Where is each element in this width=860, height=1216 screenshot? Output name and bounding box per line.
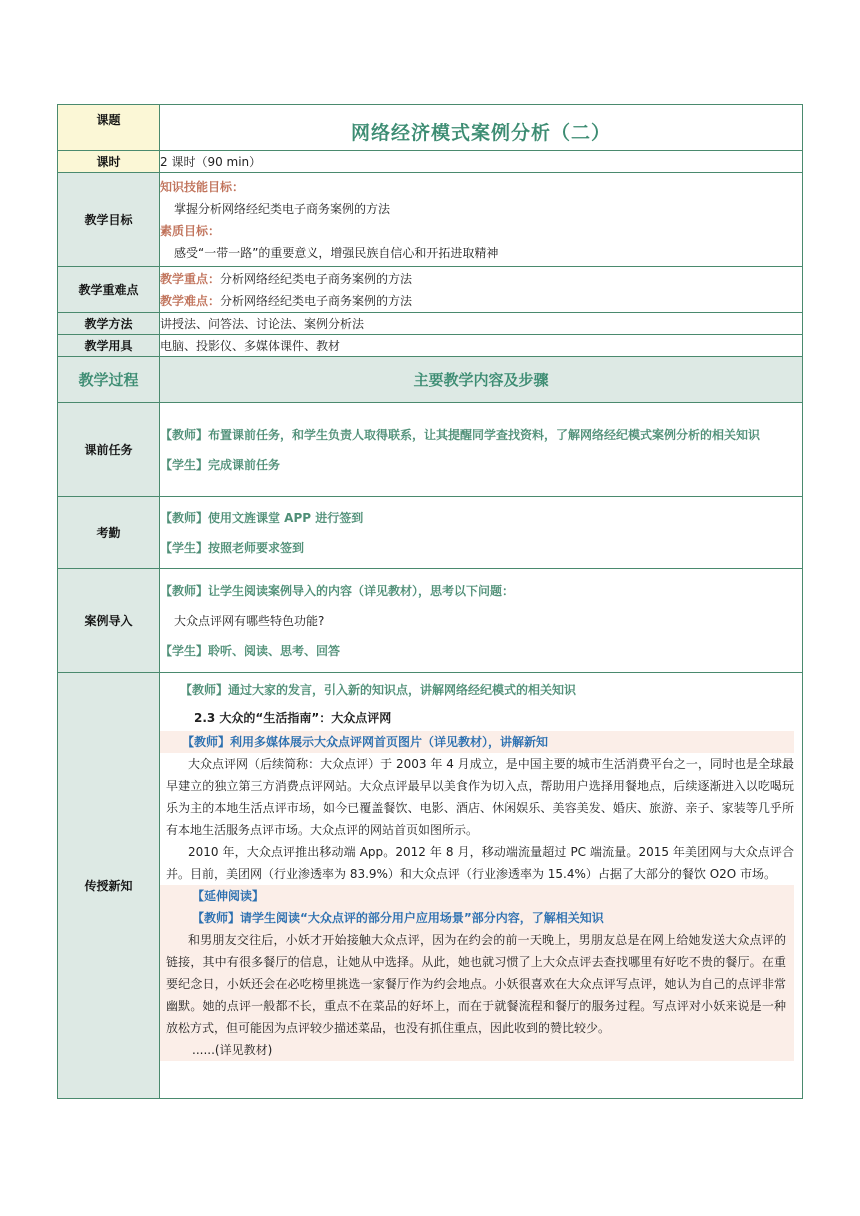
- topic-label: 课题: [58, 105, 160, 151]
- case-intro-question: 大众点评网有哪些特色功能?: [174, 613, 325, 628]
- paragraph-3: 和男朋友交往后，小妖才开始接触大众点评，因为在约会的前一天晚上，男朋友总是在网上给她发送大众点评的链接，其中有很多餐厅的信息，让她从中选择。从此，她也就习惯了上大众点评去查找哪里有好吃不贵的餐厅。在重要纪念日，小妖还会在必吃榜里挑选一家餐厅作为约会地点。小妖很喜欢在大众点评写点评，她认为自己的点评非常幽默。她的点评一般都不长，重点不在菜品的好坏上，而在于就餐流程和餐厅的服务过程。写点评对小妖来说是一种放松方式，但可能因为点评较少描述菜品，也没有抓住重点，因此收到的赞比较少。: [160, 929, 794, 1039]
- attendance-teacher: 【教师】使用文旌课堂 APP 进行签到: [160, 510, 364, 525]
- hours-label: 课时: [58, 151, 160, 173]
- pre-task-teacher: 【教师】布置课前任务，和学生负责人取得联系，让其提醒同学查找资料，了解网络经纪模式案例分析的相关知识: [160, 427, 761, 442]
- knowledge-goal-text: 掌握分析网络经纪类电子商务案例的方法: [174, 201, 391, 216]
- quality-goal-text: 感受“一带一路”的重要意义，增强民族自信心和开拓进取精神: [174, 245, 499, 260]
- goals-cell: [160, 173, 803, 267]
- quality-goal-title: 素质目标：: [160, 223, 221, 238]
- pre-task-cell: [160, 403, 803, 497]
- pre-task-label: 课前任务: [58, 403, 160, 497]
- hours-value: 2 课时（90 min）: [160, 151, 803, 173]
- teaching-cell: [160, 673, 803, 1099]
- key-point-title: 教学重点：: [160, 271, 221, 286]
- lesson-plan-table: [57, 104, 803, 1099]
- tools-value: 电脑、投影仪、多媒体课件、教材: [160, 335, 803, 357]
- focus-label: 教学重难点: [58, 267, 160, 313]
- difficulty-text: 分析网络经纪类电子商务案例的方法: [220, 293, 413, 308]
- process-header-right: 主要教学内容及步骤: [160, 357, 803, 403]
- paragraph-1: 大众点评网（后续简称：大众点评）于 2003 年 4 月成立，是中国主要的城市生活消费平台之一，同时也是全球最早建立的独立第三方消费点评网站。大众点评最早以美食作为切入点，帮助用户选择用餐地点，后续逐渐进入以吃喝玩乐为主的本地生活点评市场，如今已覆盖餐饮、电影、酒店、休闲娱乐、美容美发、婚庆、旅游、亲子、家装等几乎所有本地生活服务点评市场。大众点评的网站首页如图所示。: [166, 757, 794, 837]
- teaching-label: 传授新知: [58, 673, 160, 1099]
- case-intro-label: 案例导入: [58, 569, 160, 673]
- see-textbook-note: ......(详见教材): [160, 1039, 794, 1061]
- key-point-text: 分析网络经纪类电子商务案例的方法: [220, 271, 413, 286]
- attendance-label: 考勤: [58, 497, 160, 569]
- teaching-intro: 【教师】通过大家的发言，引入新的知识点，讲解网络经纪模式的相关知识: [180, 683, 577, 697]
- focus-cell: [160, 267, 803, 313]
- attendance-student: 【学生】按照老师要求签到: [160, 540, 305, 555]
- lesson-title: 网络经济模式案例分析（二）: [160, 105, 803, 151]
- case-intro-teacher: 【教师】让学生阅读案例导入的内容（详见教材），思考以下问题：: [160, 583, 515, 598]
- process-header-left: 教学过程: [58, 357, 160, 403]
- pre-task-student: 【学生】完成课前任务: [160, 457, 281, 472]
- method-value: 讲授法、问答法、讨论法、案例分析法: [160, 313, 803, 335]
- extended-reading-title: 【延伸阅读】: [160, 885, 794, 907]
- attendance-cell: [160, 497, 803, 569]
- case-intro-student: 【学生】聆听、阅读、思考、回答: [160, 643, 341, 658]
- knowledge-goal-title: 知识技能目标：: [160, 179, 245, 194]
- case-intro-cell: [160, 569, 803, 673]
- section-title: 2.3 大众的“生活指南”：大众点评网: [194, 711, 392, 725]
- tools-label: 教学用具: [58, 335, 160, 357]
- goals-label: 教学目标: [58, 173, 160, 267]
- method-label: 教学方法: [58, 313, 160, 335]
- reading-instruction: 【教师】请学生阅读“大众点评的部分用户应用场景”部分内容，了解相关知识: [160, 907, 794, 929]
- multimedia-instruction: 【教师】利用多媒体展示大众点评网首页图片（详见教材），讲解新知: [160, 731, 794, 753]
- difficulty-title: 教学难点：: [160, 293, 221, 308]
- paragraph-2: 2010 年，大众点评推出移动端 App。2012 年 8 月，移动端流量超过 PC 端流量。2015 年美团网与大众点评合并。目前，美团网（行业渗透率为 83.9%）和大众点评（行业渗透率为 15.4%）占据了大部分的餐饮 O2O 市场。: [166, 845, 794, 881]
